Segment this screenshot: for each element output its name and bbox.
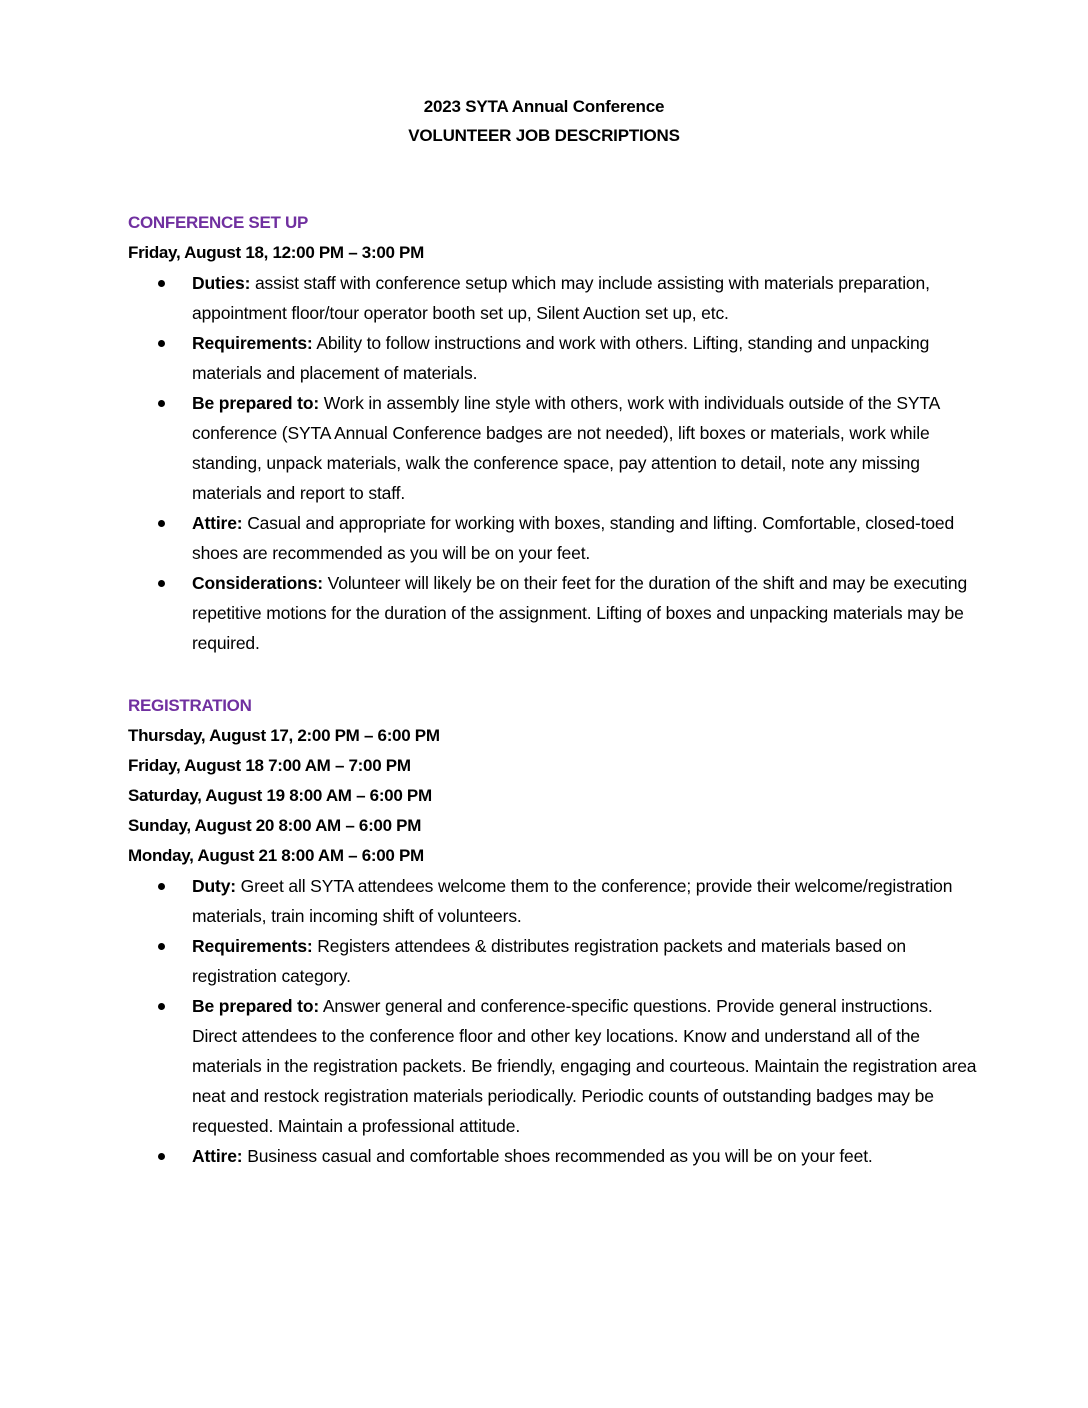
item-text: Volunteer will likely be on their feet for the duration of the shift and may be executing repetitive motions for the duration of the assignment. Lifting of boxes and unpacking materials may be required. (192, 573, 968, 653)
item-label: Requirements: (192, 333, 313, 353)
bullet-icon (158, 520, 165, 527)
bullet-list (128, 268, 978, 658)
section-heading: REGISTRATION (128, 696, 252, 715)
list-item (128, 1141, 978, 1171)
bullet-icon (158, 340, 165, 347)
schedule-list (128, 721, 978, 871)
bullet-icon (158, 280, 165, 287)
item-text: Greet all SYTA attendees welcome them to the conference; provide their welcome/registration materials, train incoming shift of volunteers. (192, 876, 953, 926)
section-conference-set-up (128, 208, 978, 658)
list-item (128, 268, 978, 328)
list-item (128, 508, 978, 568)
list-item (128, 871, 978, 931)
section-registration (128, 691, 978, 1171)
item-label: Attire: (192, 513, 243, 533)
bullet-icon (158, 1153, 165, 1160)
schedule-line: Thursday, August 17, 2:00 PM – 6:00 PM (128, 726, 440, 745)
item-label: Duties: (192, 273, 251, 293)
item-text: assist staff with conference setup which may include assisting with materials preparation, appointment floor/tour operator booth set up, Silent Auction set up, etc. (192, 273, 930, 323)
list-item (128, 328, 978, 388)
item-label: Be prepared to: (192, 996, 320, 1016)
list-item (128, 388, 978, 508)
bullet-list (128, 871, 978, 1171)
item-label: Requirements: (192, 936, 313, 956)
schedule-list (128, 238, 978, 268)
item-text: Casual and appropriate for working with boxes, standing and lifting. Comfortable, closed-toed shoes are recommended as you will be on your feet. (192, 513, 955, 563)
list-item (128, 568, 978, 658)
bullet-icon (158, 400, 165, 407)
list-item (128, 991, 978, 1141)
item-label: Attire: (192, 1146, 243, 1166)
item-text: Business casual and comfortable shoes recommended as you will be on your feet. (242, 1146, 873, 1166)
schedule-line: Friday, August 18, 12:00 PM – 3:00 PM (128, 243, 424, 262)
bullet-icon (158, 943, 165, 950)
bullet-icon (158, 580, 165, 587)
bullet-icon (158, 1003, 165, 1010)
item-label: Considerations: (192, 573, 323, 593)
list-item (128, 931, 978, 991)
item-text: Ability to follow instructions and work with others. Lifting, standing and unpacking materials and placement of materials. (192, 333, 930, 383)
item-text: Work in assembly line style with others, work with individuals outside of the SYTA conference (SYTA Annual Conference badges are not needed), lift boxes or materials, work while standing, unpack materials, walk the conference space, pay attention to detail, note any missing materials and report to staff. (192, 393, 940, 503)
document-subtitle: VOLUNTEER JOB DESCRIPTIONS (408, 126, 680, 145)
item-text: Answer general and conference-specific questions. Provide general instructions. Direct attendees to the conference floor and other key locations. Know and understand all of the materials in the registration packets. Be friendly, engaging and courteous. Maintain the registration area neat and restock registration materials periodically. Periodic counts of outstanding badges may be requested. Maintain a professional attitude. (192, 996, 977, 1136)
document-title: 2023 SYTA Annual Conference (423, 97, 665, 116)
schedule-line: Saturday, August 19 8:00 AM – 6:00 PM (128, 786, 432, 805)
schedule-line: Sunday, August 20 8:00 AM – 6:00 PM (128, 816, 422, 835)
item-label: Duty: (192, 876, 236, 896)
schedule-line: Friday, August 18 7:00 AM – 7:00 PM (128, 756, 411, 775)
item-label: Be prepared to: (192, 393, 320, 413)
bullet-icon (158, 883, 165, 890)
document-header (0, 92, 1088, 150)
schedule-line: Monday, August 21 8:00 AM – 6:00 PM (128, 846, 424, 865)
section-heading: CONFERENCE SET UP (128, 213, 309, 232)
item-text: Registers attendees & distributes registration packets and materials based on registration category. (192, 936, 906, 986)
